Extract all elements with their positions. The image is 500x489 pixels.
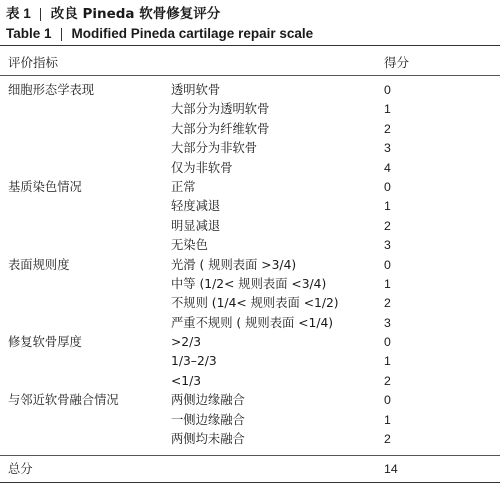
table-row	[0, 100, 500, 119]
row-category: 修复软骨厚度	[8, 335, 82, 350]
row-item: 1/3–2/3	[171, 354, 217, 369]
row-score: 0	[384, 257, 391, 272]
table-header	[0, 45, 500, 75]
table-row	[0, 275, 500, 294]
row-score: 1	[384, 354, 391, 369]
row-item: <1/3	[171, 373, 202, 388]
caption-en-title: Modified Pineda cartilage repair scale	[71, 26, 314, 41]
header-score: 得分	[384, 55, 410, 70]
row-score: 2	[384, 121, 391, 136]
row-category: 表面规则度	[8, 257, 70, 272]
row-score: 2	[384, 432, 391, 447]
total-score: 14	[384, 462, 398, 476]
caption-zh-label: 表 1	[6, 6, 31, 21]
caption-separator	[61, 28, 62, 41]
row-item: 明显减退	[171, 218, 221, 233]
row-item: 无染色	[171, 238, 208, 253]
row-score: 3	[384, 315, 391, 330]
row-score: 1	[384, 412, 391, 427]
row-item: 光滑 ( 规则表面 >3/4)	[171, 257, 297, 272]
row-category: 与邻近软骨融合情况	[8, 393, 119, 408]
row-item: 轻度减退	[171, 199, 221, 214]
table-total-row	[0, 459, 500, 479]
row-item: 严重不规则 ( 规则表面 <1/4)	[171, 315, 334, 330]
row-score: 2	[384, 373, 391, 388]
table-body	[0, 81, 500, 449]
row-item: 大部分为透明软骨	[171, 102, 270, 117]
row-item: >2/3	[171, 335, 202, 350]
table-header-rule	[0, 75, 500, 76]
row-item: 仅为非软骨	[171, 160, 233, 175]
table-row	[0, 159, 500, 178]
row-item: 大部分为纤维软骨	[171, 121, 270, 136]
table-row	[0, 352, 500, 371]
caption-english	[6, 24, 496, 44]
table-row	[0, 314, 500, 333]
row-score: 0	[384, 179, 391, 194]
row-item: 大部分为非软骨	[171, 141, 258, 156]
row-score: 3	[384, 238, 391, 253]
table-row	[0, 139, 500, 158]
row-score: 1	[384, 276, 391, 291]
table-row	[0, 411, 500, 430]
row-score: 0	[384, 83, 391, 97]
table-row	[0, 197, 500, 216]
table-caption	[6, 4, 496, 44]
table-row	[0, 256, 500, 275]
header-indicator: 评价指标	[8, 55, 59, 70]
table-row	[0, 294, 500, 313]
row-score: 3	[384, 141, 391, 156]
row-score: 2	[384, 218, 391, 233]
row-score: 0	[384, 393, 391, 408]
table-row	[0, 120, 500, 139]
table-row	[0, 178, 500, 197]
row-item: 正常	[171, 179, 196, 194]
table-row	[0, 391, 500, 410]
row-score: 2	[384, 296, 391, 311]
table-bottom-rule	[0, 482, 500, 483]
caption-zh-title: 改良 Pineda 软骨修复评分	[50, 6, 221, 22]
row-item: 中等 (1/2< 规则表面 <3/4)	[171, 276, 327, 291]
caption-en-label: Table 1	[6, 26, 52, 41]
table-row	[0, 333, 500, 352]
table-row	[0, 372, 500, 391]
caption-separator	[40, 8, 41, 21]
caption-chinese	[6, 4, 496, 24]
table-row	[0, 430, 500, 449]
row-item: 两侧均未融合	[171, 432, 245, 447]
table-row	[0, 217, 500, 236]
row-score: 0	[384, 335, 391, 350]
row-category: 细胞形态学表现	[8, 83, 95, 97]
row-item: 两侧边缘融合	[171, 393, 245, 408]
table-row	[0, 236, 500, 255]
row-score: 4	[384, 160, 391, 175]
table-row	[0, 81, 500, 100]
row-item: 透明软骨	[171, 83, 221, 97]
row-category: 基质染色情况	[8, 179, 82, 194]
row-score: 1	[384, 102, 391, 117]
row-item: 不规则 (1/4< 规则表面 <1/2)	[171, 296, 339, 311]
total-label: 总分	[8, 462, 33, 476]
row-item: 一侧边缘融合	[171, 412, 245, 427]
table-total-rule	[0, 455, 500, 456]
row-score: 1	[384, 199, 391, 214]
